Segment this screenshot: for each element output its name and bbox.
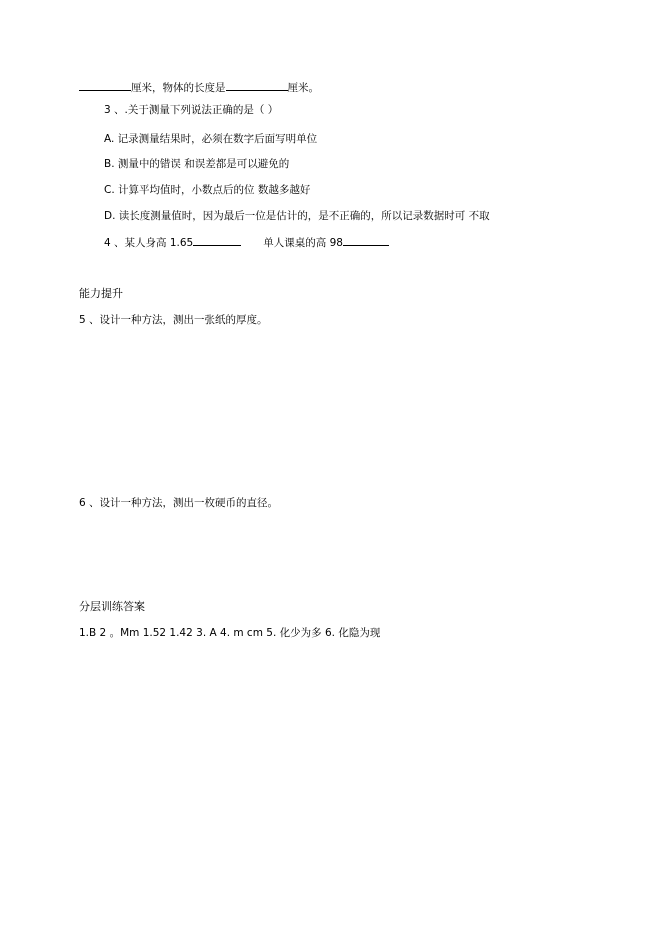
line1-text-a: 厘米，物体的长度是 <box>131 82 226 94</box>
line-length-answer <box>79 80 319 95</box>
line1-text-b: 厘米。 <box>287 82 319 94</box>
answers-heading: 分层训练答案 <box>79 600 145 613</box>
question-3-stem: 3 、.关于测量下列说法正确的是（ ） <box>104 104 279 116</box>
answers-text: 1.B 2 。Mm 1.52 1.42 3. A 4. m cm 5. 化少为多 6. 化隐为现 <box>79 627 381 639</box>
section-heading-ability: 能力提升 <box>79 287 123 300</box>
question-3-option-b: B. 测量中的错误 和误差都是可以避免的 <box>104 158 290 170</box>
question-3-option-d: D. 读长度测量值时，因为最后一位是估计的，是不正确的，所以记录数据时可 不取 <box>104 210 490 222</box>
question-4-part2: 单人课桌的高 98 <box>263 237 343 249</box>
question-5: 5 、设计一种方法，测出一张纸的厚度。 <box>79 314 268 326</box>
question-3-option-c: C. 计算平均值时，小数点后的位 数越多越好 <box>104 184 311 196</box>
answer-blank-2[interactable] <box>226 80 288 91</box>
question-6: 6 、设计一种方法，测出一枚硬币的直径。 <box>79 497 279 509</box>
answer-blank-3[interactable] <box>193 235 241 246</box>
question-4 <box>104 235 389 250</box>
question-4-part1: 4 、某人身高 1.65 <box>104 237 194 249</box>
answer-blank-1[interactable] <box>79 80 131 91</box>
question-3-option-a: A. 记录测量结果时，必须在数字后面写明单位 <box>104 133 318 145</box>
answer-blank-4[interactable] <box>343 235 389 246</box>
